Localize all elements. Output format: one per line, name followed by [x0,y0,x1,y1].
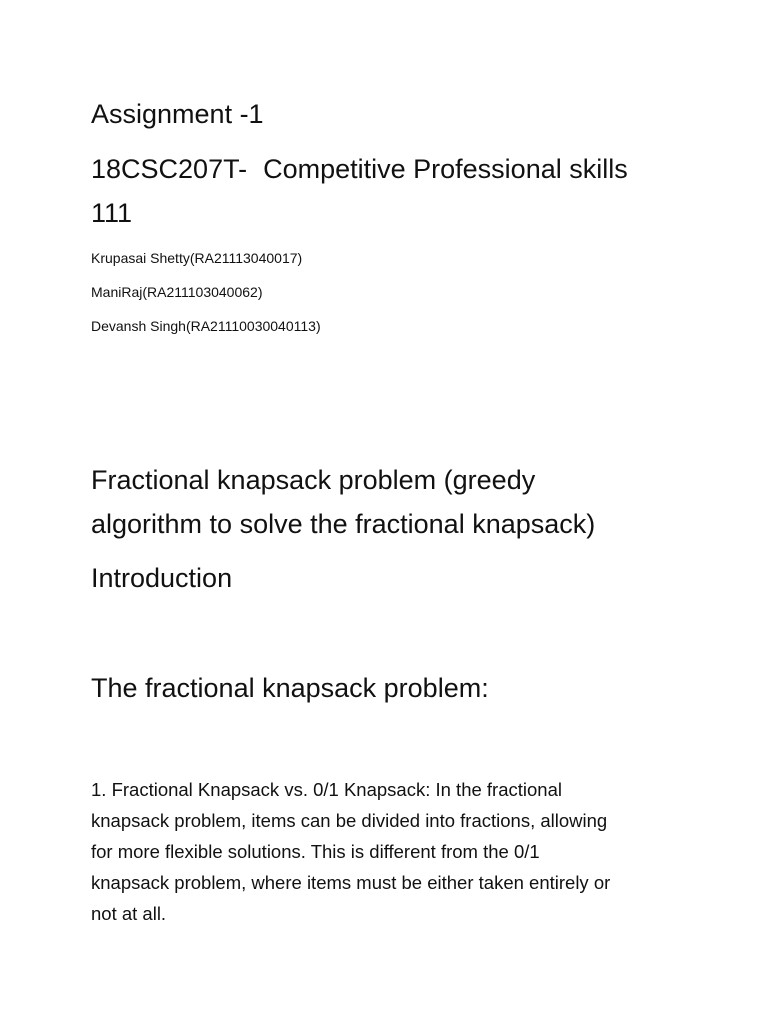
course-line [91,147,628,191]
paragraph-line: for more flexible solutions. This is different from the 0/1 [91,841,540,862]
author-line: Devansh Singh(RA21110030040113) [91,318,321,334]
course-code: 18CSC207T- [91,154,248,184]
paragraph-line: not at all. [91,903,167,924]
author-line: Krupasai Shetty(RA21113040017) [91,250,303,266]
topic-title-line-1: Fractional knapsack problem (greedy [91,465,536,495]
course-name-continuation: 111 [91,198,133,228]
section-heading: The fractional knapsack problem: [91,673,489,703]
assignment-title: Assignment -1 [91,99,264,129]
paragraph-line: knapsack problem, items can be divided into fractions, allowing [91,810,608,831]
author-line: ManiRaj(RA211103040062) [91,284,263,300]
introduction-heading: Introduction [91,563,233,593]
course-name: Competitive Professional skills [263,154,628,184]
paragraph-line: knapsack problem, where items must be either taken entirely or [91,872,611,893]
paragraph-line: 1. Fractional Knapsack vs. 0/1 Knapsack: In the fractional [91,779,562,800]
topic-title-line-2: algorithm to solve the fractional knapsack) [91,509,596,539]
body-paragraph [91,774,691,929]
